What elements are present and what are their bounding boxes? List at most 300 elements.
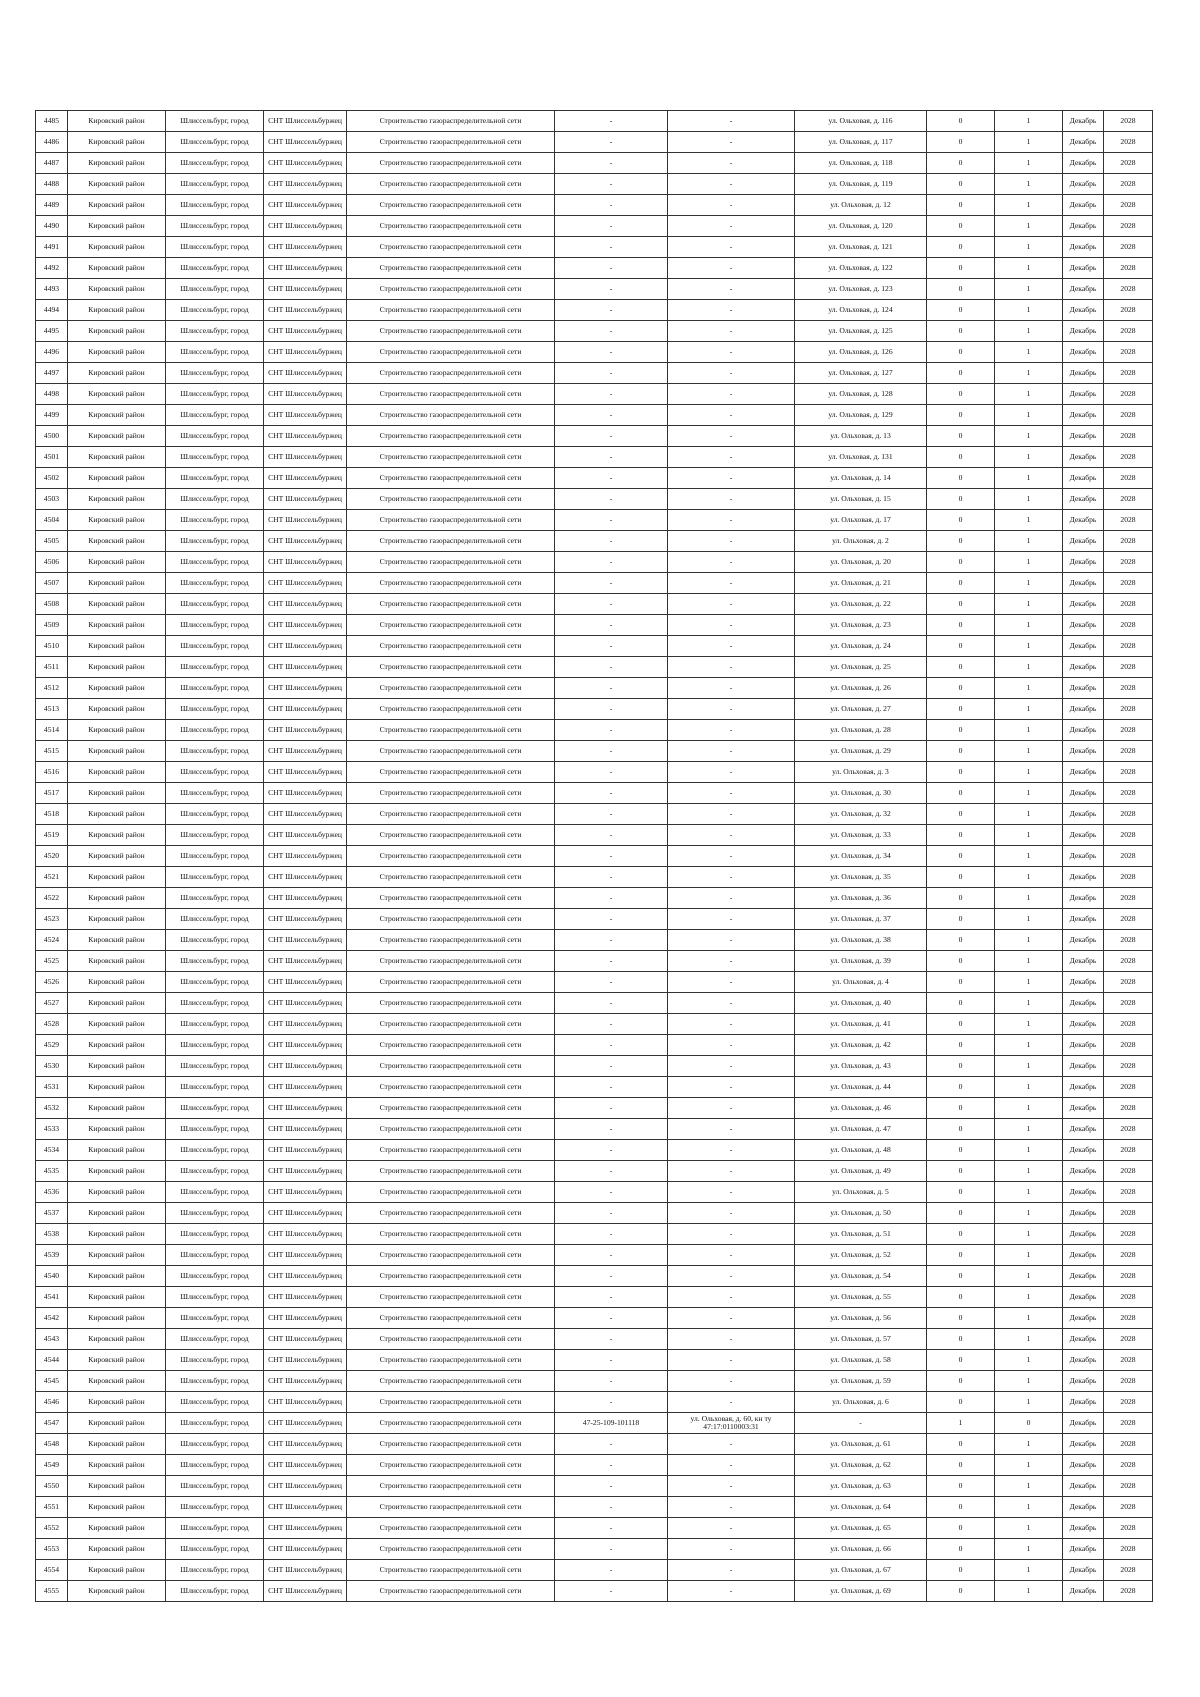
district-cell: Кировский район [68,657,166,678]
table-row [36,174,1153,195]
application-number-cell: - [555,972,668,993]
year-cell: 2028 [1104,1035,1153,1056]
table-row [36,951,1153,972]
table-row [36,1266,1153,1287]
application-address-cell: - [668,405,795,426]
table-row [36,573,1153,594]
district-cell: Кировский район [68,1518,166,1539]
count-b-cell: 1 [995,1287,1063,1308]
object-address-cell: ул. Ольховая, д. 24 [795,636,927,657]
application-address-cell: - [668,1308,795,1329]
work-type-cell: Строительство газораспределительной сети [347,384,555,405]
settlement-cell: Шлиссельбург, город [166,489,264,510]
application-number-cell: - [555,993,668,1014]
month-cell: Декабрь [1063,1518,1104,1539]
organization-cell: СНТ Шлиссельбуржец [264,300,347,321]
row-number-cell: 4522 [36,888,68,909]
count-a-cell: 0 [927,153,995,174]
organization-cell: СНТ Шлиссельбуржец [264,1371,347,1392]
row-number-cell: 4533 [36,1119,68,1140]
district-cell: Кировский район [68,447,166,468]
object-address-cell: ул. Ольховая, д. 125 [795,321,927,342]
settlement-cell: Шлиссельбург, город [166,762,264,783]
object-address-cell: ул. Ольховая, д. 29 [795,741,927,762]
district-cell: Кировский район [68,720,166,741]
district-cell: Кировский район [68,1140,166,1161]
year-cell: 2028 [1104,363,1153,384]
table-row [36,1035,1153,1056]
year-cell: 2028 [1104,825,1153,846]
work-type-cell: Строительство газораспределительной сети [347,1140,555,1161]
settlement-cell: Шлиссельбург, город [166,405,264,426]
organization-cell: СНТ Шлиссельбуржец [264,993,347,1014]
count-b-cell: 1 [995,237,1063,258]
organization-cell: СНТ Шлиссельбуржец [264,1497,347,1518]
application-address-cell: - [668,825,795,846]
row-number-cell: 4518 [36,804,68,825]
count-b-cell: 1 [995,972,1063,993]
organization-cell: СНТ Шлиссельбуржец [264,468,347,489]
month-cell: Декабрь [1063,1476,1104,1497]
application-number-cell: - [555,1434,668,1455]
count-a-cell: 0 [927,300,995,321]
row-number-cell: 4547 [36,1413,68,1434]
month-cell: Декабрь [1063,468,1104,489]
row-number-cell: 4543 [36,1329,68,1350]
year-cell: 2028 [1104,1581,1153,1602]
district-cell: Кировский район [68,741,166,762]
count-b-cell: 1 [995,888,1063,909]
settlement-cell: Шлиссельбург, город [166,216,264,237]
count-b-cell: 1 [995,1182,1063,1203]
application-number-cell: - [555,552,668,573]
month-cell: Декабрь [1063,1497,1104,1518]
work-type-cell: Строительство газораспределительной сети [347,1539,555,1560]
table-row [36,972,1153,993]
month-cell: Декабрь [1063,1119,1104,1140]
year-cell: 2028 [1104,1476,1153,1497]
district-cell: Кировский район [68,174,166,195]
table-row [36,1287,1153,1308]
count-a-cell: 0 [927,510,995,531]
application-number-cell: - [555,615,668,636]
application-address-cell: - [668,468,795,489]
row-number-cell: 4490 [36,216,68,237]
month-cell: Декабрь [1063,1056,1104,1077]
application-address-cell: - [668,615,795,636]
work-type-cell: Строительство газораспределительной сети [347,1161,555,1182]
application-number-cell: - [555,1308,668,1329]
count-b-cell: 1 [995,825,1063,846]
count-b-cell: 1 [995,468,1063,489]
count-a-cell: 0 [927,426,995,447]
settlement-cell: Шлиссельбург, город [166,1329,264,1350]
month-cell: Декабрь [1063,1224,1104,1245]
count-b-cell: 1 [995,909,1063,930]
application-address-cell: - [668,426,795,447]
row-number-cell: 4509 [36,615,68,636]
object-address-cell: ул. Ольховая, д. 4 [795,972,927,993]
row-number-cell: 4550 [36,1476,68,1497]
object-address-cell: ул. Ольховая, д. 32 [795,804,927,825]
organization-cell: СНТ Шлиссельбуржец [264,636,347,657]
row-number-cell: 4540 [36,1266,68,1287]
settlement-cell: Шлиссельбург, город [166,426,264,447]
organization-cell: СНТ Шлиссельбуржец [264,951,347,972]
organization-cell: СНТ Шлиссельбуржец [264,1203,347,1224]
year-cell: 2028 [1104,888,1153,909]
year-cell: 2028 [1104,1098,1153,1119]
table-row [36,1308,1153,1329]
application-number-cell: - [555,804,668,825]
application-address-cell: - [668,279,795,300]
application-number-cell: - [555,1035,668,1056]
organization-cell: СНТ Шлиссельбуржец [264,888,347,909]
application-number-cell: - [555,741,668,762]
count-a-cell: 0 [927,447,995,468]
organization-cell: СНТ Шлиссельбуржец [264,804,347,825]
count-a-cell: 0 [927,1329,995,1350]
row-number-cell: 4510 [36,636,68,657]
organization-cell: СНТ Шлиссельбуржец [264,363,347,384]
month-cell: Декабрь [1063,1455,1104,1476]
settlement-cell: Шлиссельбург, город [166,1056,264,1077]
table-row [36,342,1153,363]
application-address-cell: - [668,552,795,573]
district-cell: Кировский район [68,1350,166,1371]
work-type-cell: Строительство газораспределительной сети [347,237,555,258]
year-cell: 2028 [1104,1140,1153,1161]
row-number-cell: 4512 [36,678,68,699]
object-address-cell: ул. Ольховая, д. 15 [795,489,927,510]
object-address-cell: ул. Ольховая, д. 25 [795,657,927,678]
object-address-cell: ул. Ольховая, д. 34 [795,846,927,867]
row-number-cell: 4525 [36,951,68,972]
table-row [36,468,1153,489]
application-address-cell: - [668,1077,795,1098]
district-cell: Кировский район [68,342,166,363]
month-cell: Декабрь [1063,1287,1104,1308]
count-b-cell: 1 [995,1140,1063,1161]
district-cell: Кировский район [68,1035,166,1056]
year-cell: 2028 [1104,174,1153,195]
table-row [36,720,1153,741]
organization-cell: СНТ Шлиссельбуржец [264,720,347,741]
row-number-cell: 4528 [36,1014,68,1035]
table-row [36,1350,1153,1371]
count-a-cell: 0 [927,720,995,741]
district-cell: Кировский район [68,615,166,636]
month-cell: Декабрь [1063,930,1104,951]
work-type-cell: Строительство газораспределительной сети [347,699,555,720]
work-type-cell: Строительство газораспределительной сети [347,1266,555,1287]
application-address-cell: - [668,1182,795,1203]
settlement-cell: Шлиссельбург, город [166,321,264,342]
work-type-cell: Строительство газораспределительной сети [347,1224,555,1245]
work-type-cell: Строительство газораспределительной сети [347,111,555,132]
count-b-cell: 1 [995,1014,1063,1035]
settlement-cell: Шлиссельбург, город [166,972,264,993]
month-cell: Декабрь [1063,825,1104,846]
count-a-cell: 0 [927,1014,995,1035]
work-type-cell: Строительство газораспределительной сети [347,1245,555,1266]
application-address-cell: - [668,1161,795,1182]
year-cell: 2028 [1104,573,1153,594]
settlement-cell: Шлиссельбург, город [166,1140,264,1161]
district-cell: Кировский район [68,1476,166,1497]
settlement-cell: Шлиссельбург, город [166,153,264,174]
settlement-cell: Шлиссельбург, город [166,1581,264,1602]
district-cell: Кировский район [68,1434,166,1455]
application-number-cell: - [555,111,668,132]
application-address-cell: - [668,993,795,1014]
application-number-cell: - [555,426,668,447]
application-number-cell: - [555,1581,668,1602]
district-cell: Кировский район [68,951,166,972]
object-address-cell: ул. Ольховая, д. 58 [795,1350,927,1371]
year-cell: 2028 [1104,930,1153,951]
table-row [36,258,1153,279]
application-address-cell: - [668,972,795,993]
work-type-cell: Строительство газораспределительной сети [347,1098,555,1119]
district-cell: Кировский район [68,636,166,657]
settlement-cell: Шлиссельбург, город [166,1287,264,1308]
district-cell: Кировский район [68,1224,166,1245]
row-number-cell: 4485 [36,111,68,132]
work-type-cell: Строительство газораспределительной сети [347,174,555,195]
year-cell: 2028 [1104,1203,1153,1224]
year-cell: 2028 [1104,1056,1153,1077]
work-type-cell: Строительство газораспределительной сети [347,468,555,489]
year-cell: 2028 [1104,594,1153,615]
application-address-cell: - [668,1434,795,1455]
count-b-cell: 1 [995,195,1063,216]
work-type-cell: Строительство газораспределительной сети [347,594,555,615]
organization-cell: СНТ Шлиссельбуржец [264,1182,347,1203]
month-cell: Декабрь [1063,258,1104,279]
district-cell: Кировский район [68,1119,166,1140]
count-b-cell: 1 [995,552,1063,573]
district-cell: Кировский район [68,762,166,783]
count-b-cell: 1 [995,867,1063,888]
district-cell: Кировский район [68,1203,166,1224]
object-address-cell: ул. Ольховая, д. 63 [795,1476,927,1497]
count-b-cell: 1 [995,657,1063,678]
table-row [36,531,1153,552]
settlement-cell: Шлиссельбург, город [166,888,264,909]
work-type-cell: Строительство газораспределительной сети [347,615,555,636]
settlement-cell: Шлиссельбург, город [166,678,264,699]
work-type-cell: Строительство газораспределительной сети [347,132,555,153]
count-b-cell: 1 [995,1476,1063,1497]
count-a-cell: 0 [927,195,995,216]
table-row [36,783,1153,804]
count-b-cell: 1 [995,111,1063,132]
month-cell: Декабрь [1063,573,1104,594]
year-cell: 2028 [1104,216,1153,237]
table-row [36,447,1153,468]
year-cell: 2028 [1104,258,1153,279]
object-address-cell: ул. Ольховая, д. 52 [795,1245,927,1266]
document-table [35,110,1153,1602]
application-address-cell: - [668,783,795,804]
row-number-cell: 4537 [36,1203,68,1224]
district-cell: Кировский район [68,279,166,300]
object-address-cell: ул. Ольховая, д. 41 [795,1014,927,1035]
organization-cell: СНТ Шлиссельбуржец [264,1455,347,1476]
object-address-cell: ул. Ольховая, д. 124 [795,300,927,321]
count-a-cell: 0 [927,111,995,132]
application-number-cell: - [555,888,668,909]
count-a-cell: 0 [927,1266,995,1287]
organization-cell: СНТ Шлиссельбуржец [264,1350,347,1371]
year-cell: 2028 [1104,657,1153,678]
organization-cell: СНТ Шлиссельбуржец [264,573,347,594]
month-cell: Декабрь [1063,489,1104,510]
organization-cell: СНТ Шлиссельбуржец [264,153,347,174]
work-type-cell: Строительство газораспределительной сети [347,195,555,216]
settlement-cell: Шлиссельбург, город [166,1518,264,1539]
row-number-cell: 4489 [36,195,68,216]
organization-cell: СНТ Шлиссельбуржец [264,1560,347,1581]
year-cell: 2028 [1104,1329,1153,1350]
work-type-cell: Строительство газораспределительной сети [347,825,555,846]
work-type-cell: Строительство газораспределительной сети [347,1518,555,1539]
organization-cell: СНТ Шлиссельбуржец [264,1329,347,1350]
district-cell: Кировский район [68,1161,166,1182]
work-type-cell: Строительство газораспределительной сети [347,489,555,510]
organization-cell: СНТ Шлиссельбуржец [264,1308,347,1329]
district-cell: Кировский район [68,930,166,951]
work-type-cell: Строительство газораспределительной сети [347,153,555,174]
count-a-cell: 0 [927,1119,995,1140]
work-type-cell: Строительство газораспределительной сети [347,762,555,783]
settlement-cell: Шлиссельбург, город [166,1035,264,1056]
work-type-cell: Строительство газораспределительной сети [347,1371,555,1392]
table-row [36,195,1153,216]
organization-cell: СНТ Шлиссельбуржец [264,1161,347,1182]
table-row [36,153,1153,174]
table-row [36,1560,1153,1581]
district-cell: Кировский район [68,384,166,405]
object-address-cell: ул. Ольховая, д. 22 [795,594,927,615]
settlement-cell: Шлиссельбург, город [166,1203,264,1224]
count-b-cell: 1 [995,258,1063,279]
application-number-cell: - [555,699,668,720]
object-address-cell: ул. Ольховая, д. 121 [795,237,927,258]
count-a-cell: 0 [927,783,995,804]
row-number-cell: 4538 [36,1224,68,1245]
count-b-cell: 1 [995,930,1063,951]
object-address-cell: - [795,1413,927,1434]
month-cell: Декабрь [1063,174,1104,195]
object-address-cell: ул. Ольховая, д. 21 [795,573,927,594]
year-cell: 2028 [1104,510,1153,531]
application-number-cell: - [555,1560,668,1581]
application-address-cell: - [668,342,795,363]
count-a-cell: 0 [927,1476,995,1497]
application-number-cell: - [555,846,668,867]
row-number-cell: 4554 [36,1560,68,1581]
year-cell: 2028 [1104,1266,1153,1287]
count-a-cell: 0 [927,1056,995,1077]
year-cell: 2028 [1104,279,1153,300]
settlement-cell: Шлиссельбург, город [166,447,264,468]
row-number-cell: 4531 [36,1077,68,1098]
settlement-cell: Шлиссельбург, город [166,1098,264,1119]
row-number-cell: 4549 [36,1455,68,1476]
district-cell: Кировский район [68,804,166,825]
year-cell: 2028 [1104,468,1153,489]
application-number-cell: - [555,1371,668,1392]
year-cell: 2028 [1104,678,1153,699]
settlement-cell: Шлиссельбург, город [166,1308,264,1329]
application-number-cell: 47-25-109-101118 [555,1413,668,1434]
organization-cell: СНТ Шлиссельбуржец [264,1077,347,1098]
application-address-cell: - [668,1560,795,1581]
work-type-cell: Строительство газораспределительной сети [347,888,555,909]
row-number-cell: 4496 [36,342,68,363]
district-cell: Кировский район [68,783,166,804]
application-address-cell: - [668,174,795,195]
count-a-cell: 0 [927,258,995,279]
work-type-cell: Строительство газораспределительной сети [347,1560,555,1581]
object-address-cell: ул. Ольховая, д. 2 [795,531,927,552]
table-row [36,657,1153,678]
district-cell: Кировский район [68,1329,166,1350]
month-cell: Декабрь [1063,909,1104,930]
settlement-cell: Шлиссельбург, город [166,1434,264,1455]
row-number-cell: 4532 [36,1098,68,1119]
settlement-cell: Шлиссельбург, город [166,1371,264,1392]
district-cell: Кировский район [68,552,166,573]
application-address-cell: - [668,1014,795,1035]
application-address-cell: - [668,510,795,531]
organization-cell: СНТ Шлиссельбуржец [264,426,347,447]
work-type-cell: Строительство газораспределительной сети [347,1077,555,1098]
count-b-cell: 1 [995,993,1063,1014]
year-cell: 2028 [1104,300,1153,321]
row-number-cell: 4514 [36,720,68,741]
application-number-cell: - [555,1161,668,1182]
application-address-cell: - [668,930,795,951]
organization-cell: СНТ Шлиссельбуржец [264,195,347,216]
month-cell: Декабрь [1063,1161,1104,1182]
organization-cell: СНТ Шлиссельбуржец [264,258,347,279]
row-number-cell: 4535 [36,1161,68,1182]
application-address-cell: - [668,1518,795,1539]
object-address-cell: ул. Ольховая, д. 28 [795,720,927,741]
application-address-cell: - [668,804,795,825]
count-b-cell: 1 [995,804,1063,825]
work-type-cell: Строительство газораспределительной сети [347,573,555,594]
count-b-cell: 1 [995,174,1063,195]
month-cell: Декабрь [1063,1560,1104,1581]
table-row [36,993,1153,1014]
application-address-cell: - [668,1497,795,1518]
table-row [36,615,1153,636]
work-type-cell: Строительство газораспределительной сети [347,951,555,972]
application-address-cell: - [668,1140,795,1161]
count-b-cell: 1 [995,1371,1063,1392]
organization-cell: СНТ Шлиссельбуржец [264,1476,347,1497]
month-cell: Декабрь [1063,342,1104,363]
month-cell: Декабрь [1063,1098,1104,1119]
count-b-cell: 1 [995,321,1063,342]
object-address-cell: ул. Ольховая, д. 127 [795,363,927,384]
table-row [36,1182,1153,1203]
count-a-cell: 0 [927,489,995,510]
